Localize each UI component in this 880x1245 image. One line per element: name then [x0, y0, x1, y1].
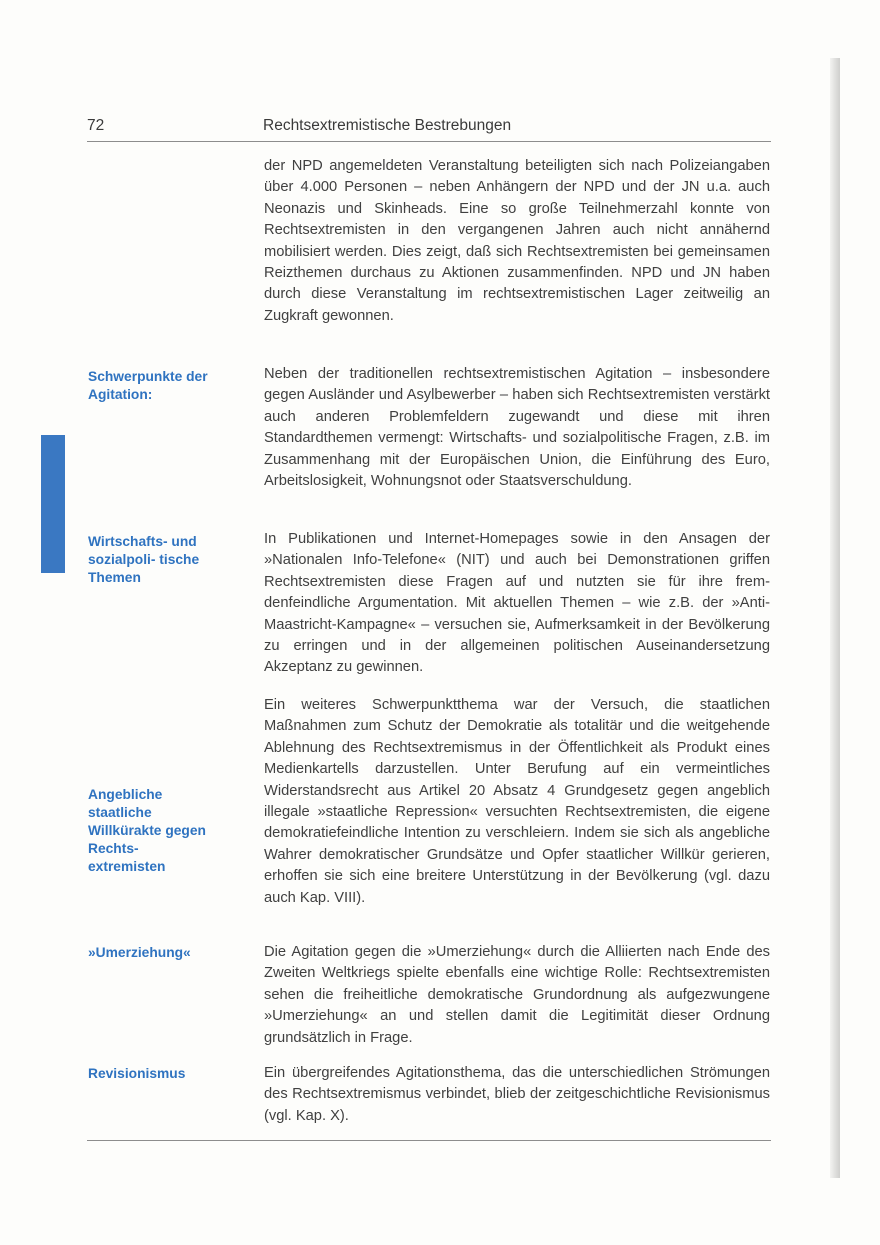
page-number: 72	[87, 117, 105, 134]
margin-note-agitation: Schwerpunkte der Agitation:	[88, 369, 208, 402]
header-rule	[87, 141, 771, 142]
margin-note-state-arbitrariness: Angebliche staatliche Willkürakte gegen Rechts- extremisten	[88, 787, 206, 874]
running-header-title: Rechtsextremistische Bestrebungen	[263, 117, 512, 134]
paragraph-4: Ein weiteres Schwerpunktthema war der Versuch, die staatlichen Maßnahmen zum Schutz der Demokratie als totalitär und die weitgehende Ablehnung des Rechtsextremismus in der Öffentlichkeit als Produkt eines Medienkartells darzustellen. Unter Berufung auf ein vermeintliches Widerstandsrecht aus Artikel 20 Absatz 4 Grundgesetz gegen angeblich illegale »staatliche Repression« versuchten Rechtsextremisten, die eigene demokratiefeindliche Intention zu verschleiern. Indem sie sich als angebliche Wahrer demokratischer Grundsätze und Opfer staatlicher Willkür gerieren, erhoffen sie sich eine breitere Unterstützung in der Bevölkerung (vgl. dazu auch Kap. VIII).	[264, 697, 770, 906]
footer-rule	[87, 1140, 771, 1141]
paragraph-3: In Publikationen und Internet-Homepages sowie in den Ansagen der »Nationalen Info-Telefone« (NIT) und auch bei Demonstrationen griffen Rechtsextremisten diese Fragen auf und nutzten sie für ihre fremdenfeindliche Argumentation. Mit aktuellen Themen – wie z.B. der »Anti-Maastricht-Kampagne« – versuchen sie, Aufmerksamkeit in der Bevölkerung zu erringen und in der allgemeinen politischen Auseinandersetzung Akzeptanz zu gewinnen.	[264, 531, 770, 676]
paragraph-1: der NPD angemeldeten Veranstaltung beteiligten sich nach Polizeiangaben über 4.000 Personen – neben Anhängern der NPD und der JN u.a. auch Neonazis und Skinheads. Eine so große Teilnehmerzahl konnte von Rechtsextremisten in den vergangenen Jahren auch nicht annähernd mobilisiert werden. Dies zeigt, daß sich Rechtsextremisten bei gemeinsamen Reizthemen durchaus zu Aktionen zusammenfinden. NPD und JN haben durch diese Veranstaltung im rechtsextremistischen Lager zeitweilig an Zugkraft gewonnen.	[264, 158, 770, 324]
margin-note-economic-topics: Wirtschafts- und sozialpoli- tische Themen	[88, 534, 200, 585]
paragraph-5: Die Agitation gegen die »Umerziehung« durch die Alliierten nach Ende des Zweiten Weltkriegs spielte ebenfalls eine wichtige Rolle: Rechtsextremisten sehen die freiheitliche demokratische Grundordnung als aufgezwungene »Umerziehung« an und stellen damit die Legitimität dieser Ordnung grundsätzlich in Frage.	[264, 944, 770, 1046]
page-edge-shadow	[830, 58, 840, 1178]
margin-note-reeducation: »Umerziehung«	[88, 945, 191, 960]
paragraph-6: Ein übergreifendes Agitationsthema, das die unterschiedlichen Strömungen des Rechtsextremismus verbindet, blieb der zeitgeschichtliche Revisionismus (vgl. Kap. X).	[264, 1065, 770, 1124]
paragraph-2: Neben der traditionellen rechtsextremistischen Agitation – insbesondere gegen Ausländer und Asylbewerber – haben sich Rechtsextremisten verstärkt auch anderen Problemfeldern zugewandt und diese mit ihren Standardthemen vermengt: Wirtschafts- und sozialpolitische Fragen, z.B. im Zusammenhang mit der Europäischen Union, die Einführung des Euro, Arbeitslosigkeit, Wohnungsnot oder Staatsverschuldung.	[264, 366, 770, 490]
section-marker-bar	[41, 435, 65, 573]
margin-note-revisionism: Revisionismus	[88, 1066, 186, 1081]
